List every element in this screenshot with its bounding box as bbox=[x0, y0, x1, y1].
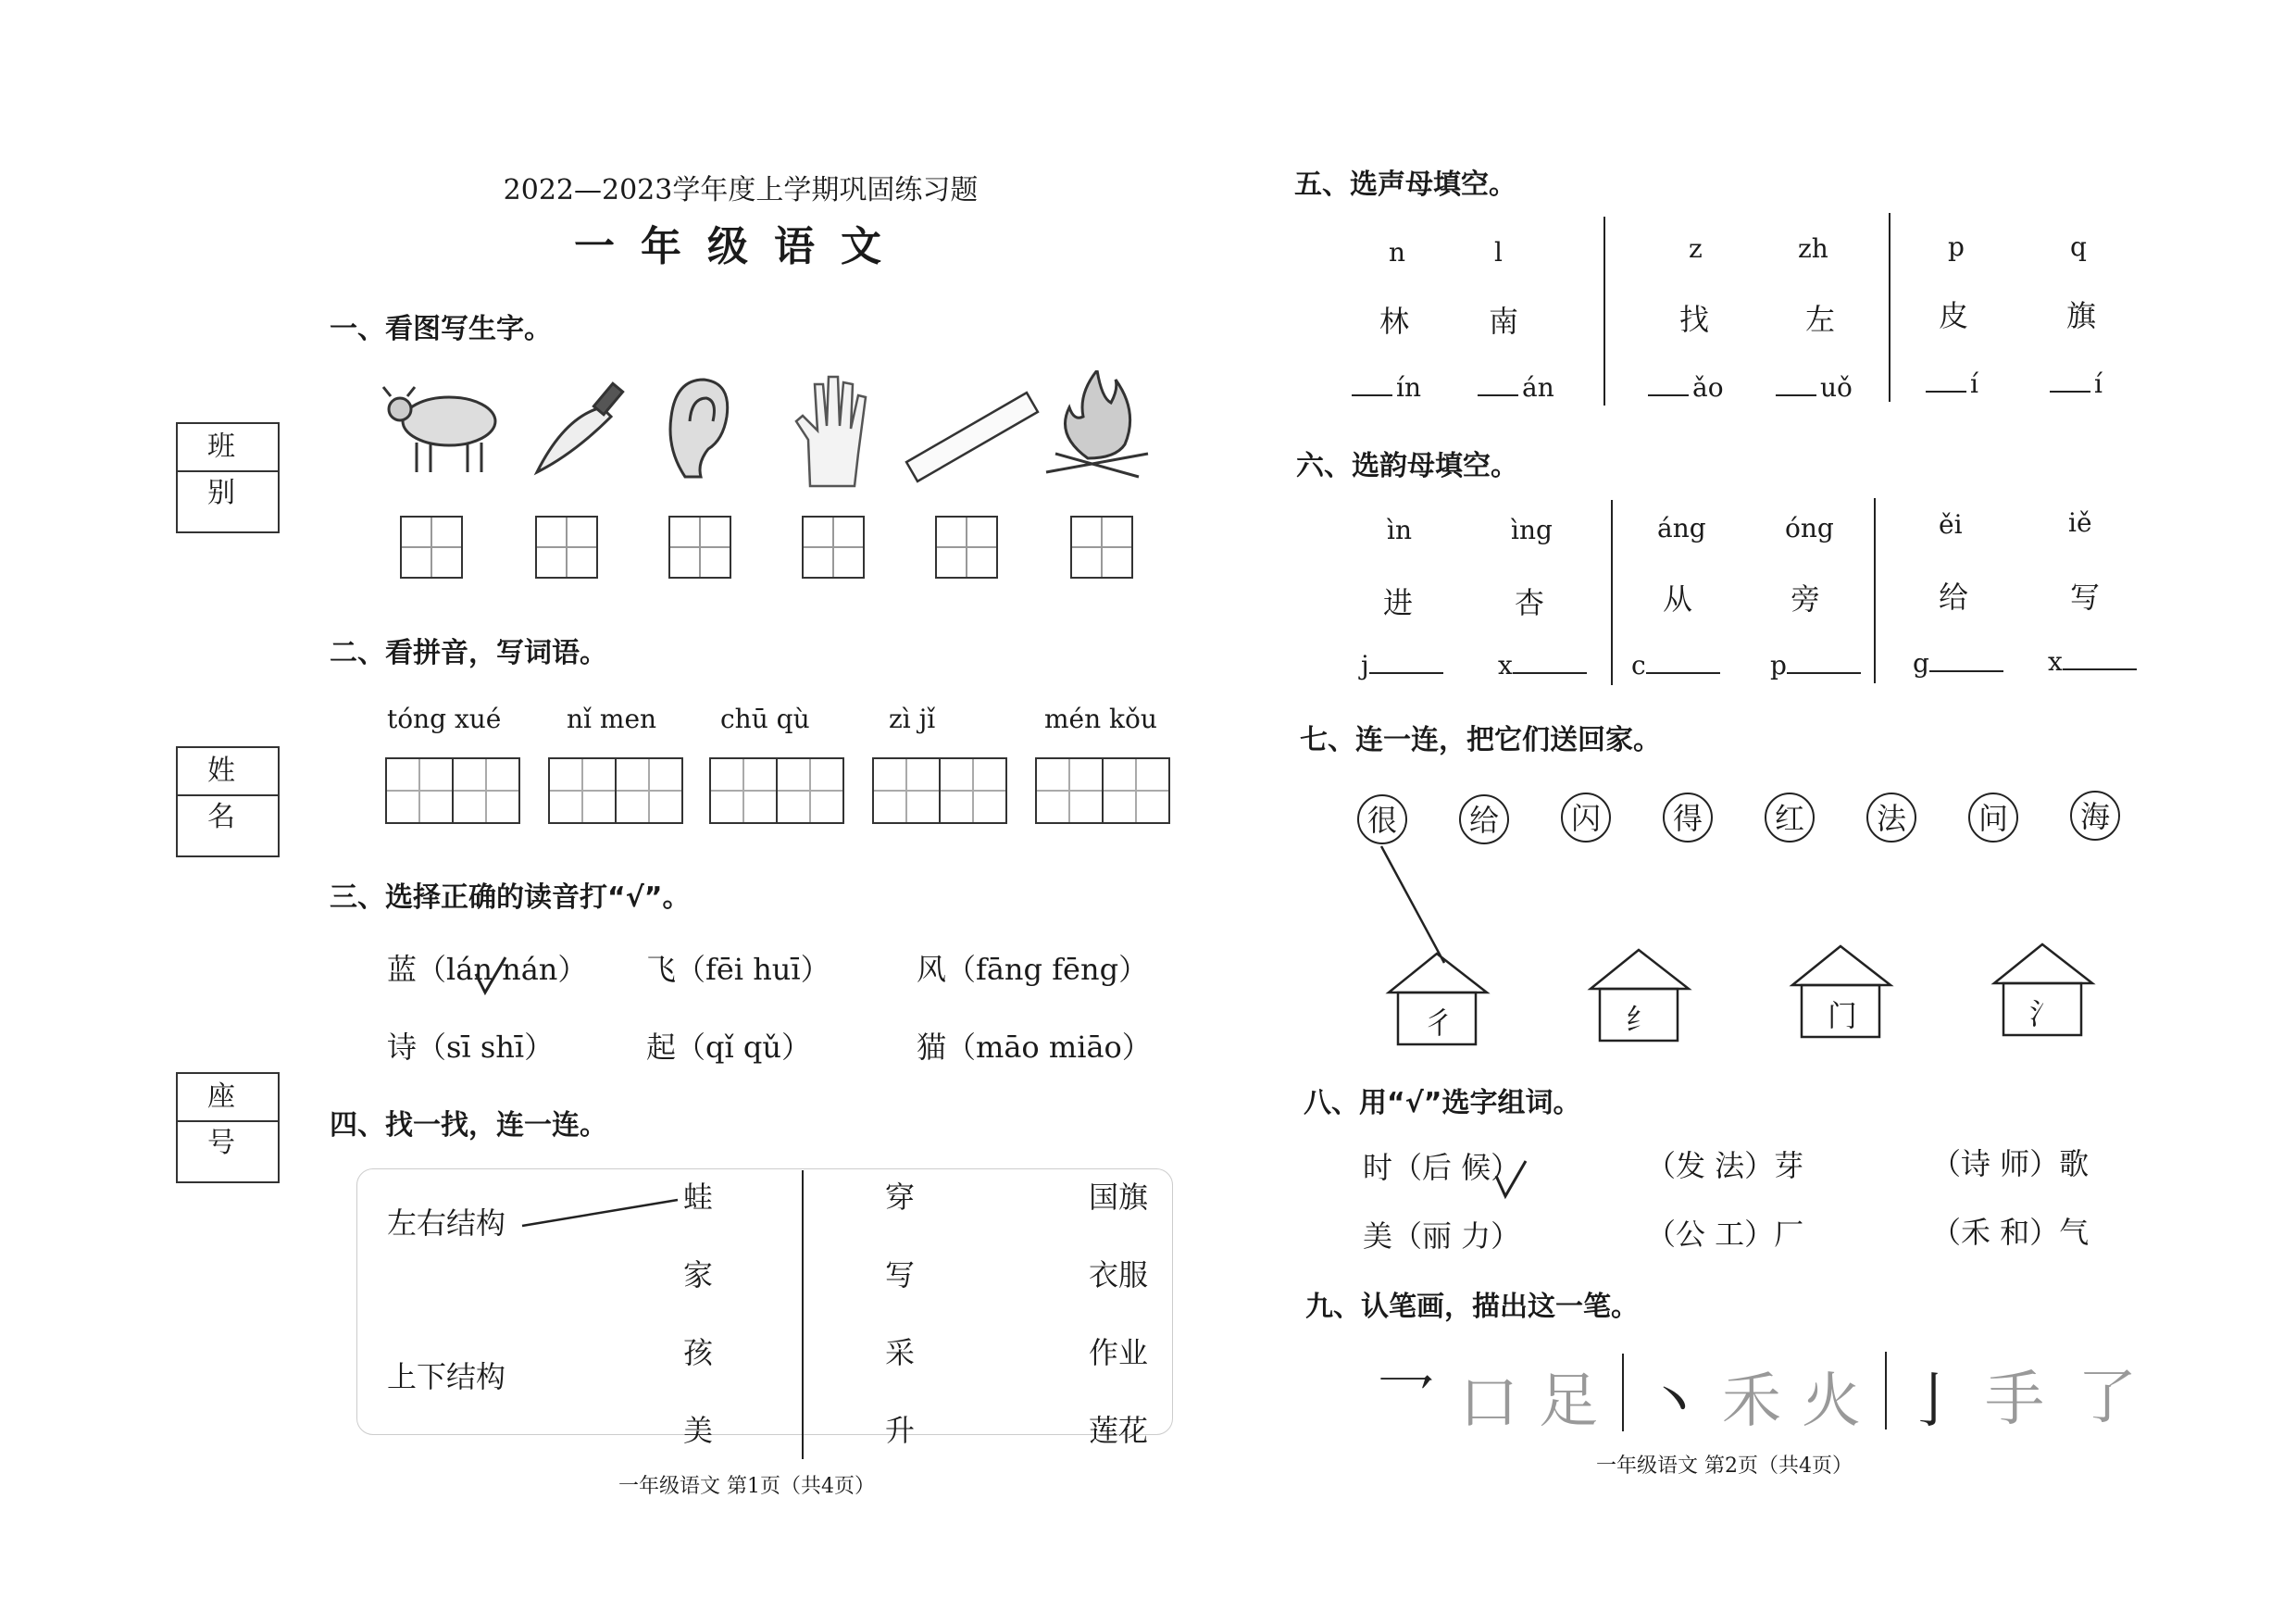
s6-char-pang: 旁 bbox=[1791, 581, 1821, 617]
s6-char-xing: 杏 bbox=[1515, 585, 1545, 620]
write-box-1[interactable] bbox=[400, 516, 463, 579]
name-box[interactable] bbox=[176, 746, 280, 857]
char-xie[interactable]: 写 bbox=[885, 1257, 916, 1292]
s5-char-zuo: 左 bbox=[1805, 302, 1836, 337]
section-8-heading: 八、用“√”选字组词。 bbox=[1304, 1087, 1581, 1119]
structure-left-right: 左右结构 bbox=[387, 1205, 506, 1241]
stroke-shugou[interactable]: 亅 bbox=[1903, 1367, 1963, 1436]
reading-lan[interactable]: 蓝（lán nán） bbox=[387, 952, 588, 987]
class-box[interactable] bbox=[176, 422, 280, 533]
section-2-heading: 二、看拼音，写词语。 bbox=[330, 637, 607, 669]
house-radical-3[interactable]: 门 bbox=[1828, 998, 1858, 1033]
word-box-4[interactable] bbox=[872, 757, 1007, 824]
section-1-heading: 一、看图写生字。 bbox=[330, 313, 552, 345]
s6-blank-2[interactable]: x bbox=[1498, 650, 1591, 680]
s6-divider-2 bbox=[1874, 498, 1876, 683]
matching-divider bbox=[802, 1170, 804, 1459]
apple-fa[interactable]: 法 bbox=[1866, 793, 1916, 843]
s5-blank-6[interactable]: í bbox=[2050, 368, 2103, 399]
char-cai[interactable]: 采 bbox=[885, 1335, 916, 1370]
word-choice-meili[interactable]: 美（丽 力） bbox=[1363, 1218, 1521, 1254]
section-4-heading: 四、找一找，连一连。 bbox=[330, 1109, 607, 1142]
s5-char-qi: 旗 bbox=[2066, 298, 2097, 333]
s5-opt-l: l bbox=[1494, 237, 1503, 268]
knife-icon bbox=[537, 383, 623, 472]
word-box-2[interactable] bbox=[548, 757, 683, 824]
cow-icon bbox=[383, 387, 495, 472]
seat-label: 座 号 bbox=[178, 1074, 278, 1122]
char-sheng[interactable]: 升 bbox=[885, 1413, 916, 1448]
char-mei[interactable]: 美 bbox=[683, 1413, 714, 1448]
char-wa[interactable]: 蛙 bbox=[683, 1180, 714, 1215]
s5-char-nan: 南 bbox=[1489, 304, 1519, 339]
seat-box[interactable] bbox=[176, 1072, 280, 1183]
s5-blank-4[interactable]: uǒ bbox=[1776, 372, 1853, 403]
section-5-heading: 五、选声母填空。 bbox=[1294, 169, 1516, 201]
picture-row bbox=[380, 370, 1176, 495]
pinyin-3: chū qù bbox=[720, 704, 810, 734]
page-1-footer: 一年级语文 第1页（共4页） bbox=[618, 1475, 875, 1498]
s6-opt-ong: óng bbox=[1785, 513, 1834, 543]
page-2-footer: 一年级语文 第2页（共4页） bbox=[1596, 1454, 1853, 1478]
pinyin-5: mén kǒu bbox=[1044, 704, 1157, 734]
write-box-2[interactable] bbox=[535, 516, 598, 579]
s5-char-pi: 皮 bbox=[1939, 298, 1969, 333]
s5-opt-q: q bbox=[2070, 231, 2087, 262]
s6-opt-ing: ìng bbox=[1511, 515, 1553, 545]
apple-shan[interactable]: 闪 bbox=[1561, 793, 1611, 843]
word-choice-faya[interactable]: （发 法）芽 bbox=[1646, 1148, 1804, 1183]
s5-blank-3[interactable]: ǎo bbox=[1648, 372, 1724, 403]
section-6-heading: 六、选韵母填空。 bbox=[1296, 450, 1518, 482]
write-box-4[interactable] bbox=[802, 516, 865, 579]
section-3-heading: 三、选择正确的读音打“√”。 bbox=[330, 881, 691, 914]
s9-divider-2 bbox=[1885, 1352, 1887, 1429]
s6-opt-ang: áng bbox=[1657, 513, 1706, 543]
apple-hai[interactable]: 海 bbox=[2070, 791, 2120, 841]
word-zuoye[interactable]: 作业 bbox=[1089, 1335, 1149, 1370]
write-box-6[interactable] bbox=[1070, 516, 1133, 579]
s5-opt-zh: zh bbox=[1798, 233, 1828, 264]
trace-char-zu[interactable]: 足 bbox=[1539, 1367, 1598, 1436]
name-label: 姓 名 bbox=[178, 748, 278, 796]
s6-char-cong: 从 bbox=[1663, 581, 1693, 617]
trace-char-le[interactable]: 了 bbox=[2078, 1364, 2137, 1432]
structure-top-bottom: 上下结构 bbox=[387, 1359, 506, 1394]
s5-opt-n: n bbox=[1389, 237, 1406, 268]
write-box-5[interactable] bbox=[935, 516, 998, 579]
house-radical-4[interactable]: 氵 bbox=[2029, 996, 2060, 1031]
s6-opt-ie: iě bbox=[2068, 507, 2092, 538]
stroke-hengzhe[interactable]: 乛 bbox=[1376, 1369, 1435, 1438]
word-choice-shige[interactable]: （诗 师）歌 bbox=[1931, 1146, 2090, 1181]
house-radical-2[interactable]: 纟 bbox=[1626, 1002, 1656, 1037]
s6-char-gei: 给 bbox=[1939, 580, 1969, 615]
hand-icon bbox=[796, 377, 866, 486]
stroke-dian[interactable]: 丶 bbox=[1644, 1369, 1703, 1438]
checkmark-icon bbox=[1492, 1157, 1529, 1202]
apple-de[interactable]: 得 bbox=[1663, 793, 1713, 843]
char-chuan[interactable]: 穿 bbox=[885, 1180, 916, 1215]
reading-shi[interactable]: 诗（sī shī） bbox=[387, 1030, 555, 1065]
trace-char-huo[interactable]: 火 bbox=[1802, 1367, 1861, 1436]
section-9-heading: 九、认笔画，描出这一笔。 bbox=[1305, 1291, 1639, 1323]
apple-hong[interactable]: 红 bbox=[1765, 793, 1815, 843]
s5-char-zhao: 找 bbox=[1679, 302, 1710, 337]
word-box-3[interactable] bbox=[709, 757, 844, 824]
s6-divider-1 bbox=[1611, 500, 1613, 685]
s6-blank-6[interactable]: x bbox=[2048, 646, 2140, 677]
char-jia[interactable]: 家 bbox=[683, 1257, 714, 1292]
reading-fei[interactable]: 飞（fēi huī） bbox=[646, 952, 830, 987]
pinyin-2: nǐ men bbox=[567, 704, 657, 734]
s5-blank-2[interactable]: án bbox=[1478, 372, 1554, 403]
s6-char-xie: 写 bbox=[2070, 580, 2101, 615]
trace-char-kou[interactable]: 口 bbox=[1459, 1369, 1518, 1438]
s6-blank-1[interactable]: j bbox=[1361, 650, 1447, 680]
reading-mao[interactable]: 猫（māo miāo） bbox=[917, 1030, 1152, 1065]
word-box-1[interactable] bbox=[385, 757, 520, 824]
ruler-icon bbox=[906, 393, 1038, 481]
s6-blank-5[interactable]: g bbox=[1913, 648, 2007, 679]
fire-icon bbox=[1046, 370, 1148, 477]
s6-char-jin: 进 bbox=[1383, 585, 1414, 620]
s5-opt-z: z bbox=[1689, 233, 1703, 264]
word-lianhua[interactable]: 莲花 bbox=[1089, 1413, 1149, 1448]
s5-divider-2 bbox=[1889, 213, 1890, 402]
trace-char-he[interactable]: 禾 bbox=[1722, 1367, 1781, 1436]
s5-divider-1 bbox=[1603, 217, 1605, 406]
section-7-heading: 七、连一连，把它们送回家。 bbox=[1300, 724, 1661, 756]
pinyin-1: tóng xué bbox=[387, 704, 502, 734]
pinyin-4: zì jǐ bbox=[889, 704, 936, 734]
worksheet-subtitle: 2022—2023学年度上学期巩固练习题 bbox=[503, 174, 979, 206]
class-label: 班 别 bbox=[178, 424, 278, 472]
word-yifu[interactable]: 衣服 bbox=[1089, 1257, 1149, 1292]
s6-blank-3[interactable]: c bbox=[1631, 650, 1724, 680]
word-choice-gongchang[interactable]: （公 工）厂 bbox=[1646, 1217, 1804, 1252]
apple-gei[interactable]: 给 bbox=[1459, 794, 1509, 844]
word-choice-shihou[interactable]: 时（后 候） bbox=[1363, 1150, 1521, 1185]
char-hai[interactable]: 孩 bbox=[683, 1335, 714, 1370]
connect-line bbox=[518, 1194, 685, 1231]
s5-opt-p: p bbox=[1948, 231, 1965, 262]
word-guoqi[interactable]: 国旗 bbox=[1089, 1180, 1149, 1215]
write-box-3[interactable] bbox=[668, 516, 731, 579]
ear-icon bbox=[670, 380, 728, 477]
s6-opt-ei: ěi bbox=[1939, 509, 1963, 540]
checkmark-icon bbox=[472, 954, 509, 1000]
s6-blank-4[interactable]: p bbox=[1770, 650, 1865, 680]
apple-hen[interactable]: 很 bbox=[1357, 794, 1407, 844]
reading-feng[interactable]: 风（fāng fēng） bbox=[917, 952, 1149, 987]
s5-char-lin: 林 bbox=[1379, 304, 1410, 339]
reading-qi[interactable]: 起（qǐ qǔ） bbox=[646, 1030, 811, 1065]
house-radical-1[interactable]: 彳 bbox=[1424, 1005, 1454, 1041]
s5-blank-5[interactable]: í bbox=[1926, 368, 1978, 399]
s6-opt-in: ìn bbox=[1387, 515, 1412, 545]
word-choice-heqi[interactable]: （禾 和）气 bbox=[1931, 1215, 2090, 1250]
trace-char-shou[interactable]: 手 bbox=[1985, 1366, 2044, 1434]
word-box-5[interactable] bbox=[1035, 757, 1170, 824]
apple-wen[interactable]: 问 bbox=[1968, 793, 2018, 843]
worksheet-title: 一年级语文 bbox=[574, 223, 907, 270]
s9-divider-1 bbox=[1622, 1354, 1624, 1431]
s5-blank-1[interactable]: ín bbox=[1352, 372, 1421, 403]
